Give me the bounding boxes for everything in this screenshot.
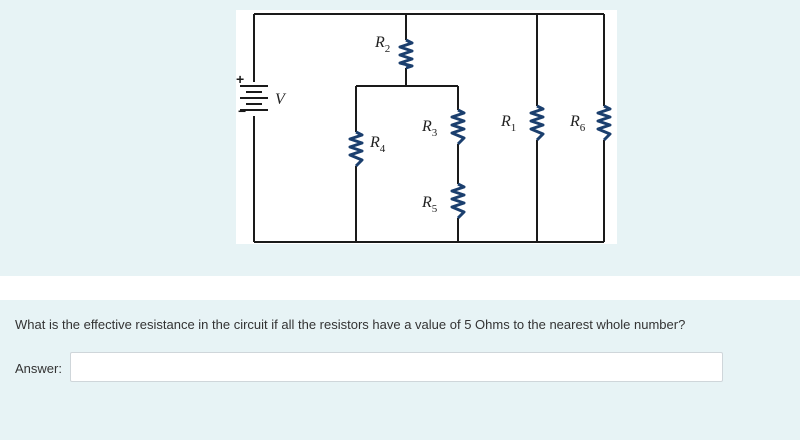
label-r1: $R_1$ bbox=[501, 113, 517, 134]
resistor-r3 bbox=[452, 110, 464, 144]
resistor-r1 bbox=[531, 106, 543, 140]
resistor-r4 bbox=[350, 132, 362, 166]
battery-minus: − bbox=[238, 103, 247, 119]
label-r3: $R_3$ bbox=[422, 118, 438, 139]
answer-label: Answer: bbox=[15, 361, 62, 376]
question-panel bbox=[0, 300, 800, 440]
question-text: What is the effective resistance in the circuit if all the resistors have a value of 5 Ohms to the nearest whole number? bbox=[15, 317, 686, 332]
resistor-r5 bbox=[452, 184, 464, 218]
resistor-r2 bbox=[400, 40, 412, 68]
section-divider bbox=[0, 276, 800, 300]
resistor-r6 bbox=[598, 106, 610, 140]
answer-input[interactable] bbox=[70, 352, 723, 382]
label-r2: $R_2$ bbox=[375, 34, 391, 55]
label-r6: $R_6$ bbox=[570, 113, 586, 134]
circuit-svg bbox=[236, 10, 617, 244]
battery-plus: + bbox=[236, 71, 245, 87]
circuit-diagram bbox=[236, 10, 617, 244]
label-r5: $R_5$ bbox=[422, 194, 438, 215]
label-r4: $R_4$ bbox=[370, 134, 386, 155]
voltage-label: V bbox=[275, 91, 285, 108]
